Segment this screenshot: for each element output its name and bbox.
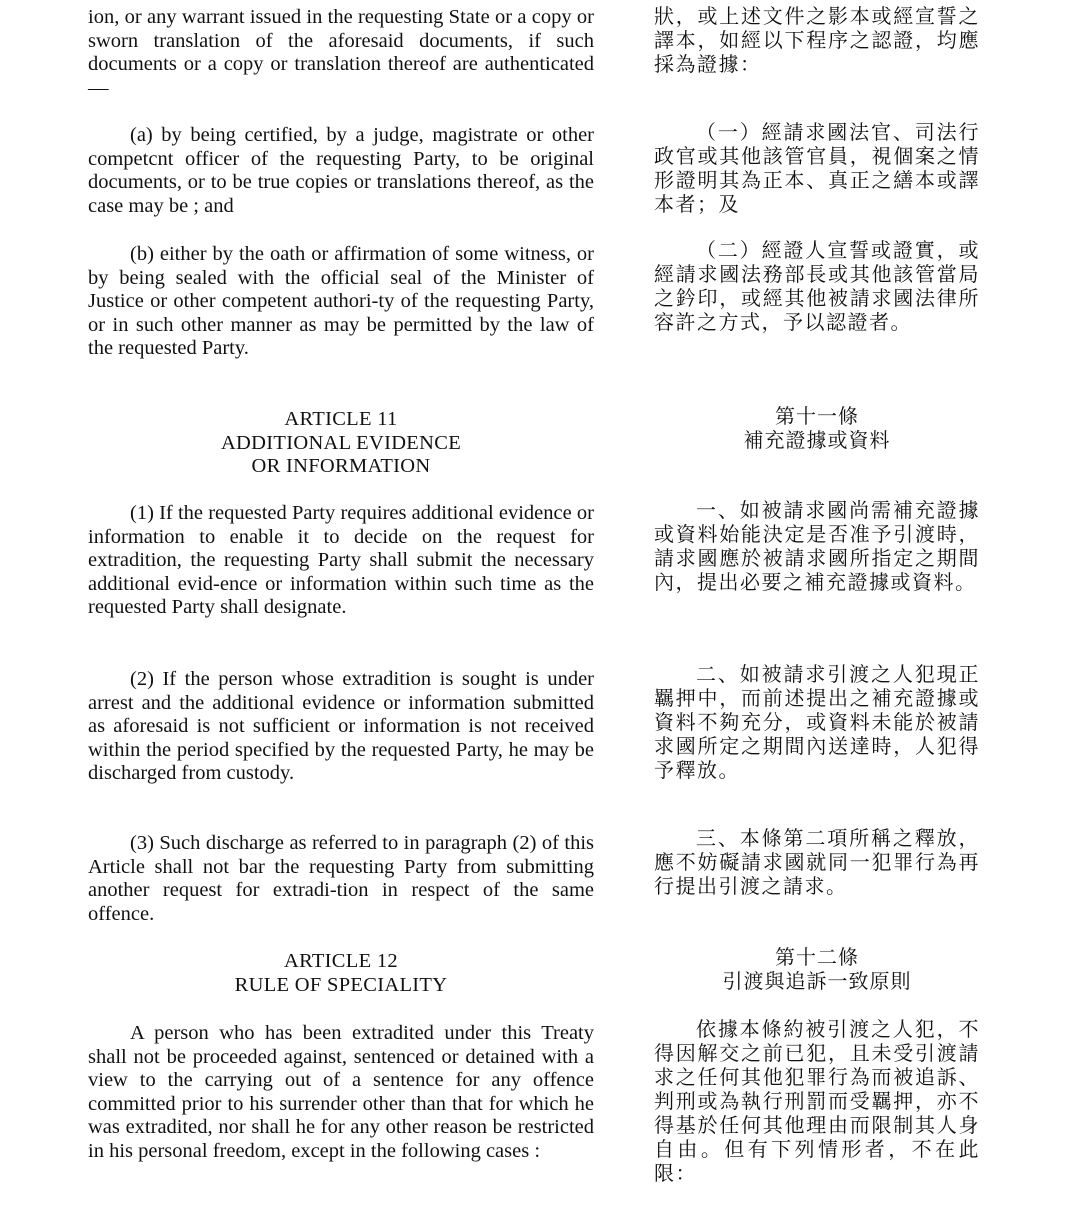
en-article-11-title: ARTICLE 11 [284, 408, 398, 430]
zh-article-11-heading [654, 404, 980, 452]
zh-paragraph-a: （一）經請求國法官、司法行政官或其他該管官員，視個案之情形證明其為正本、真正之繕本或譯本者；及 [654, 120, 980, 216]
zh-article-11-para-3: 三、本條第二項所稱之釋放，應不妨礙請求國就同一犯罪行為再行提出引渡之請求。 [654, 826, 980, 898]
en-article-11-para-1: (1) If the requested Party requires additional evidence or information to enable it to decide on the request for extradition, the requesting Party shall submit the necessary additional evid-ence or information within such time as the requested Party shall designate. [88, 502, 594, 619]
en-paragraph-b: (b) either by the oath or affirmation of some witness, or by being sealed with the official seal of the Minister of Justice or other competent authori-ty of the requesting Party, or in such other manner as may be permitted by the law of the requested Party. [88, 243, 594, 360]
en-article-12-heading [88, 950, 594, 997]
zh-article-12-heading-line: 引渡與追訴一致原則 [722, 969, 912, 993]
zh-article-11-para-1: 一、如被請求國尚需補充證據或資料始能決定是否准予引渡時，請求國應於被請求國所指定之期間內，提出必要之補充證據或資料。 [654, 498, 980, 594]
zh-paragraph-b: （二）經證人宣誓或證實，或經請求國法務部長或其他該管當局之鈐印，或經其他被請求國法律所容許之方式，予以認證者。 [654, 238, 980, 334]
en-paragraph-continuation: ion, or any warrant issued in the requesting State or a copy or sworn translation of the aforesaid documents, if such documents or a copy or translation thereof are authenticated — [88, 6, 594, 99]
zh-article-11-para-2: 二、如被請求引渡之人犯現正羈押中，而前述提出之補充證據或資料不夠充分，或資料未能於被請求國所定之期間內送達時，人犯得予釋放。 [654, 662, 980, 782]
en-article-11-para-2: (2) If the person whose extradition is sought is under arrest and the additional evidence or information submitted as aforesaid is not sufficient or information is not received within the period specified by the requested Party, he may be discharged from custody. [88, 668, 594, 785]
en-article-12-para-1: A person who has been extradited under this Treaty shall not be proceeded against, sentenced or detained with a view to the carrying out of a sentence for any offence committed prior to his surrender other than that for which he was extradited, nor shall he for any other reason be restricted in his personal freedom, except in the following cases : [88, 1022, 594, 1162]
zh-article-12-heading [654, 945, 980, 993]
zh-article-12-para-1: 依據本條約被引渡之人犯，不得因解交之前已犯，且未受引渡請求之任何其他犯罪行為而被追訴、判刑或為執行刑罰而受羈押，亦不得基於任何其他理由而限制其人身自由。但有下列情形者，不在此限： [654, 1017, 980, 1185]
en-article-11-heading-line-2: OR INFORMATION [251, 455, 431, 477]
en-article-12-title: ARTICLE 12 [284, 950, 398, 972]
en-paragraph-a: (a) by being certified, by a judge, magistrate or other competcnt officer of the requesting Party, to be original documents, or to be true copies or translations thereof, as the case may be ; and [88, 124, 594, 217]
en-article-11-heading-line-1: ADDITIONAL EVIDENCE [220, 431, 462, 454]
en-article-12-heading-line: RULE OF SPECIALITY [234, 973, 448, 996]
zh-article-11-title: 第十一條 [775, 404, 859, 428]
zh-paragraph-continuation: 狀，或上述文件之影本或經宣誓之譯本，如經以下程序之認證，均應採為證據： [654, 4, 980, 76]
zh-article-11-heading-line: 補充證據或資料 [743, 428, 891, 452]
en-article-11-heading [88, 408, 594, 479]
en-article-11-para-3: (3) Such discharge as referred to in paragraph (2) of this Article shall not bar the requesting Party from submitting another request for extradi-tion in respect of the same offence. [88, 832, 594, 925]
zh-article-12-title: 第十二條 [775, 945, 859, 969]
